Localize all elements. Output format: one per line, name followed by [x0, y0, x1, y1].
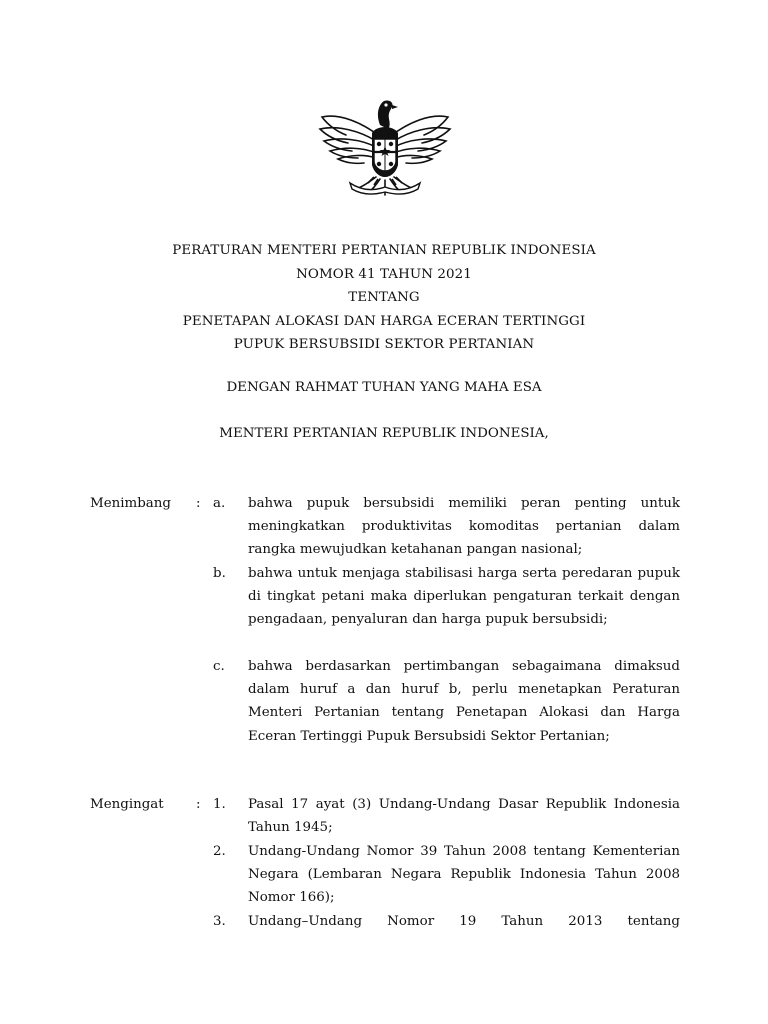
item-text: Undang-Undang Nomor 39 Tahun 2008 tentang Kementerian Negara (Lembaran Negara Republik Indonesia Tahun 2008 Nomor 166); [248, 844, 680, 906]
item-text: Pasal 17 ayat (3) Undang-Undang Dasar Republik Indonesia Tahun 1945; [248, 797, 680, 836]
section-label: Mengingat [90, 797, 164, 812]
section-label: Menimbang [90, 496, 171, 511]
item-marker: c. [213, 659, 225, 674]
title-line: NOMOR 41 TAHUN 2021 [296, 266, 472, 282]
issuer-line: MENTERI PERTANIAN REPUBLIK INDONESIA, [219, 426, 549, 441]
item-marker: 2. [213, 844, 226, 859]
regulation-title [0, 239, 768, 357]
item-text: bahwa pupuk bersubsidi memiliki peran penting untuk meningkatkan produktivitas komoditas pertanian dalam rangka mewujudkan ketahanan pangan nasional; [248, 496, 680, 558]
title-line: PUPUK BERSUBSIDI SEKTOR PERTANIAN [233, 337, 535, 353]
item-marker: 3. [213, 914, 226, 929]
item-text: bahwa untuk menjaga stabilisasi harga serta peredaran pupuk di tingkat petani maka diperlukan pengaturan terkait dengan pengadaan, penyaluran dan harga pupuk bersubsidi; [248, 566, 680, 628]
item-marker: 1. [213, 797, 226, 812]
title-line: TENTANG [348, 290, 420, 306]
garuda-emblem-icon [318, 95, 452, 197]
item-text: Undang–Undang Nomor 19 Tahun 2013 tentang [248, 914, 680, 929]
section-colon: : [196, 496, 201, 511]
item-marker: a. [213, 496, 226, 511]
title-line: PERATURAN MENTERI PERTANIAN REPUBLIK INDONESIA [172, 243, 596, 258]
item-marker: b. [213, 566, 226, 581]
section-colon: : [196, 797, 201, 812]
item-text: bahwa berdasarkan pertimbangan sebagaimana dimaksud dalam huruf a dan huruf b, perlu menetapkan Peraturan Menteri Pertanian tentang Penetapan Alokasi dan Harga Eceran Tertinggi Pupuk Bersubsidi Sektor Pertanian; [248, 659, 680, 744]
title-line: PENETAPAN ALOKASI DAN HARGA ECERAN TERTINGGI [182, 313, 586, 329]
invocation-line: DENGAN RAHMAT TUHAN YANG MAHA ESA [226, 380, 542, 395]
